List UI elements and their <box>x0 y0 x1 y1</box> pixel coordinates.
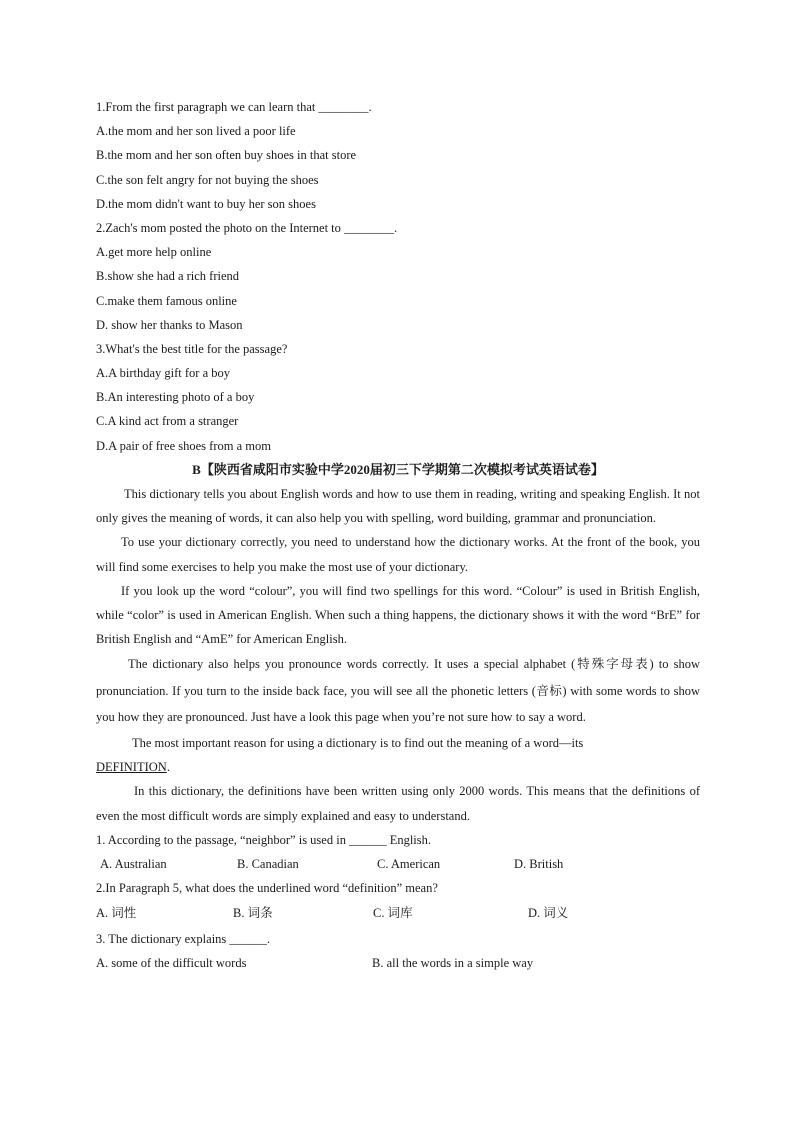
question-a3-option-a: A.A birthday gift for a boy <box>96 366 231 381</box>
passage-paragraph-5 <box>96 731 700 755</box>
question-b1-options <box>96 852 700 876</box>
question-a2-option-b: B.show she had a rich friend <box>96 269 240 284</box>
definition-period: . <box>166 760 170 775</box>
underlined-definition: DEFINITION <box>96 760 167 775</box>
question-a3-option-c: C.A kind act from a stranger <box>96 414 239 429</box>
question-a3-stem: 3.What's the best title for the passage? <box>96 341 288 356</box>
document-content <box>96 95 700 976</box>
passage-paragraph-1: This dictionary tells you about English words and how to use them in reading, writing and speaking English. It not only gives the meaning of words, it can also help you with spelling, word building, grammar and pronunciation. <box>96 487 700 526</box>
passage-paragraph-2: To use your dictionary correctly, you need to understand how the dictionary works. At the front of the book, you will find some exercises to help you make the most use of your dictionary. <box>96 535 700 574</box>
question-a2-option-c: C.make them famous online <box>96 293 237 308</box>
question-b1-option-a: A. Australian <box>100 856 167 871</box>
question-b1-stem: 1. According to the passage, “neighbor” is used in ______ English. <box>96 832 432 847</box>
passage-paragraph-5-end <box>96 755 700 779</box>
passage-paragraph-3: If you look up the word “colour”, you will find two spellings for this word. “Colour” is used in British English, while “color” is used in American English. When such a thing happens, the dictionary shows it with the word “BrE” for British English and “AmE” for American English. <box>96 583 700 647</box>
question-b2-option-c: C. 词库 <box>373 906 413 921</box>
question-b2-option-d: D. 词义 <box>528 906 569 921</box>
question-a1-option-d: D.the mom didn't want to buy her son shoes <box>96 196 316 211</box>
passage-paragraph-6: In this dictionary, the definitions have been written using only 2000 words. This means that the definitions of even the most difficult words are simply explained and easy to understand. <box>96 784 700 823</box>
question-b1-option-c: C. American <box>377 856 441 871</box>
passage-paragraph-5-text: The most important reason for using a dictionary is to find out the meaning of a word—its <box>132 735 584 750</box>
question-a2-stem: 2.Zach's mom posted the photo on the Internet to ________. <box>96 220 398 235</box>
question-a3-option-d: D.A pair of free shoes from a mom <box>96 438 271 453</box>
question-a3-option-b: B.An interesting photo of a boy <box>96 390 255 405</box>
question-a2-option-d: D. show her thanks to Mason <box>96 317 243 332</box>
question-b1-option-b: B. Canadian <box>237 856 299 871</box>
question-a2-option-a: A.get more help online <box>96 245 212 260</box>
question-b2-option-b: B. 词条 <box>233 906 273 921</box>
question-b1-option-d: D. British <box>514 856 564 871</box>
question-b2-stem: 2.In Paragraph 5, what does the underlined word “definition” mean? <box>96 881 438 896</box>
question-a1-option-a: A.the mom and her son lived a poor life <box>96 124 296 139</box>
question-a1-option-c: C.the son felt angry for not buying the shoes <box>96 172 319 187</box>
question-b3-option-b: B. all the words in a simple way <box>372 956 534 971</box>
question-b3-option-a: A. some of the difficult words <box>96 956 247 971</box>
question-b3-stem: 3. The dictionary explains ______. <box>96 932 271 947</box>
question-b2-option-a: A. 词性 <box>96 906 137 921</box>
question-a1-option-b: B.the mom and her son often buy shoes in that store <box>96 148 357 163</box>
question-b3-options <box>96 951 700 975</box>
question-b2-options <box>96 900 700 927</box>
section-b-heading: B【陕西省咸阳市实验中学2020届初三下学期第二次模拟考试英语试卷】 <box>192 461 604 477</box>
question-a1-stem: 1.From the first paragraph we can learn that ________. <box>96 100 372 114</box>
passage-paragraph-4: The dictionary also helps you pronounce words correctly. It uses a special alphabet (特殊字母表) to show pronunciation. If you turn to the inside back face, you will see all the phonetic letters (音标) with some words to show you how they are pronounced. Just have a look this page when you’re not sure how to say a word. <box>96 657 700 725</box>
